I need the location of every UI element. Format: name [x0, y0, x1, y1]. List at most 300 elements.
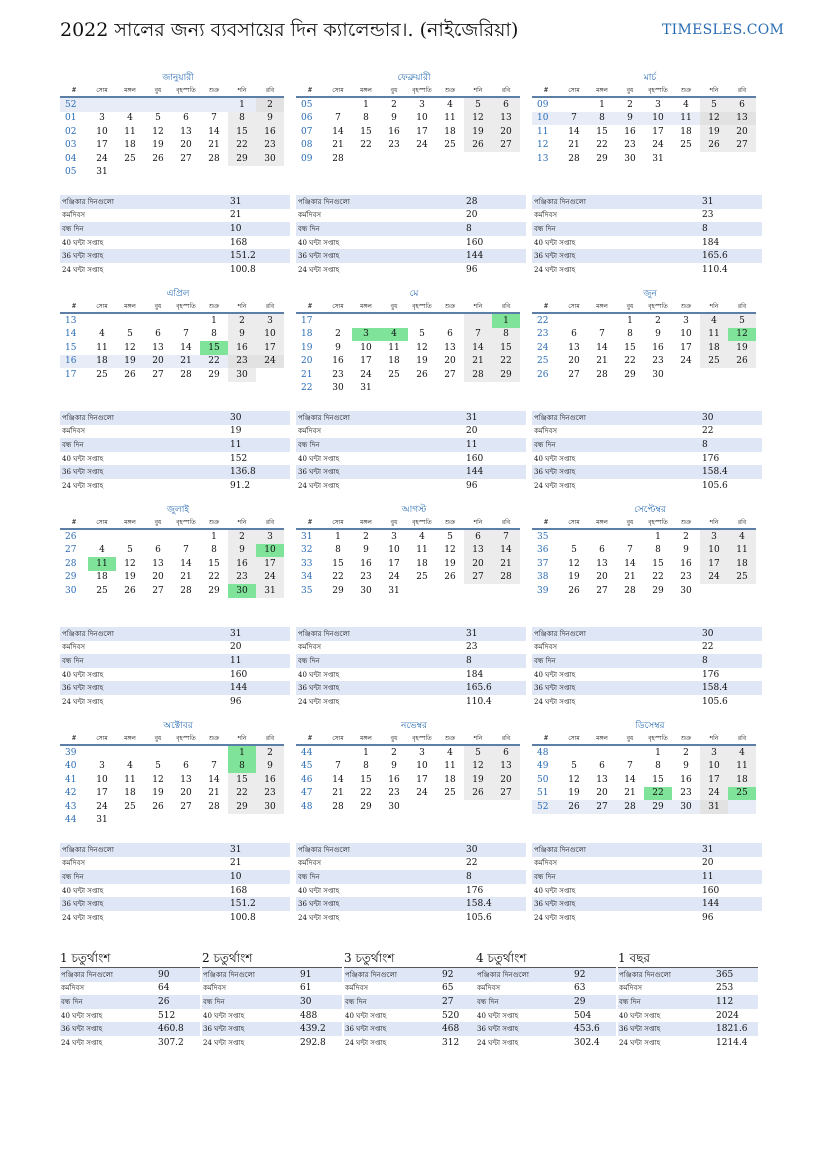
day-cell[interactable]: 28 — [492, 571, 520, 585]
day-cell[interactable]: 9 — [256, 112, 284, 126]
day-cell[interactable]: 12 — [416, 342, 428, 353]
day-cell[interactable]: 10 — [700, 760, 728, 774]
day-cell[interactable]: 14 — [492, 544, 520, 558]
day-cell[interactable]: 18 — [444, 126, 456, 137]
day-cell[interactable]: 1 — [627, 315, 633, 326]
day-cell[interactable]: 24 — [680, 356, 692, 367]
day-cell[interactable]: 26 — [124, 585, 136, 596]
day-cell[interactable]: 10 — [680, 329, 692, 340]
day-cell[interactable]: 31 — [96, 815, 108, 826]
day-cell[interactable]: 15 — [332, 558, 344, 569]
day-cell[interactable] — [728, 368, 756, 382]
day-cell[interactable]: 9 — [391, 113, 397, 124]
day-cell[interactable] — [116, 529, 144, 544]
day-cell[interactable]: 24 — [416, 788, 428, 799]
day-cell[interactable]: 26 — [444, 572, 456, 583]
day-cell[interactable]: 28 — [568, 153, 580, 164]
day-cell[interactable]: 22 — [624, 356, 636, 367]
day-cell[interactable]: 28 — [596, 369, 608, 380]
day-cell[interactable]: 28 — [208, 153, 220, 164]
day-cell[interactable]: 2 — [655, 315, 661, 326]
day-cell[interactable]: 21 — [464, 355, 492, 369]
day-cell[interactable]: 22 — [644, 787, 672, 801]
day-cell[interactable] — [672, 152, 700, 166]
day-cell[interactable] — [464, 584, 492, 598]
day-cell[interactable]: 19 — [700, 125, 728, 139]
day-cell[interactable]: 5 — [571, 761, 577, 772]
day-cell[interactable]: 6 — [447, 329, 453, 340]
day-cell[interactable]: 3 — [256, 529, 284, 544]
day-cell[interactable] — [144, 97, 172, 112]
day-cell[interactable]: 25 — [444, 140, 456, 151]
day-cell[interactable]: 11 — [124, 126, 136, 137]
day-cell[interactable] — [380, 313, 408, 328]
day-cell[interactable]: 17 — [680, 342, 692, 353]
day-cell[interactable] — [616, 745, 644, 760]
day-cell[interactable]: 6 — [183, 761, 189, 772]
day-cell[interactable]: 21 — [208, 140, 220, 151]
day-cell[interactable]: 26 — [152, 801, 164, 812]
day-cell[interactable]: 30 — [332, 383, 344, 394]
day-cell[interactable]: 27 — [180, 801, 192, 812]
day-cell[interactable]: 5 — [571, 545, 577, 556]
day-cell[interactable]: 2 — [391, 99, 397, 110]
day-cell[interactable] — [172, 814, 200, 828]
day-cell[interactable]: 12 — [124, 558, 136, 569]
day-cell[interactable]: 25 — [124, 801, 136, 812]
day-cell[interactable] — [116, 814, 144, 828]
day-cell[interactable]: 19 — [464, 773, 492, 787]
day-cell[interactable] — [172, 313, 200, 328]
day-cell[interactable]: 2 — [256, 745, 284, 760]
day-cell[interactable]: 29 — [208, 585, 220, 596]
day-cell[interactable]: 12 — [152, 774, 164, 785]
day-cell[interactable]: 2 — [683, 747, 689, 758]
day-cell[interactable]: 22 — [492, 355, 520, 369]
day-cell[interactable]: 18 — [388, 356, 400, 367]
day-cell[interactable]: 29 — [644, 800, 672, 814]
day-cell[interactable]: 5 — [127, 545, 133, 556]
day-cell[interactable]: 17 — [96, 788, 108, 799]
day-cell[interactable] — [352, 313, 380, 328]
day-cell[interactable]: 9 — [655, 329, 661, 340]
day-cell[interactable]: 31 — [360, 383, 372, 394]
day-cell[interactable]: 30 — [228, 368, 256, 382]
day-cell[interactable] — [672, 368, 700, 382]
day-cell[interactable] — [116, 313, 144, 328]
day-cell[interactable]: 19 — [152, 140, 164, 151]
day-cell[interactable]: 29 — [228, 800, 256, 814]
day-cell[interactable]: 18 — [416, 558, 428, 569]
day-cell[interactable]: 9 — [335, 342, 341, 353]
day-cell[interactable]: 2 — [228, 313, 256, 328]
day-cell[interactable]: 15 — [596, 126, 608, 137]
day-cell[interactable] — [560, 313, 588, 328]
day-cell[interactable]: 14 — [596, 342, 608, 353]
day-cell[interactable]: 28 — [208, 801, 220, 812]
day-cell[interactable]: 1 — [228, 745, 256, 760]
day-cell[interactable] — [116, 97, 144, 112]
day-cell[interactable]: 19 — [124, 572, 136, 583]
day-cell[interactable]: 22 — [360, 140, 372, 151]
day-cell[interactable]: 23 — [624, 140, 636, 151]
day-cell[interactable] — [88, 745, 116, 760]
day-cell[interactable]: 10 — [700, 544, 728, 558]
day-cell[interactable]: 5 — [447, 531, 453, 542]
day-cell[interactable]: 9 — [256, 760, 284, 774]
day-cell[interactable]: 11 — [700, 328, 728, 342]
day-cell[interactable]: 22 — [596, 140, 608, 151]
day-cell[interactable] — [728, 800, 756, 814]
day-cell[interactable]: 3 — [683, 315, 689, 326]
day-cell[interactable]: 24 — [700, 787, 728, 801]
day-cell[interactable]: 27 — [492, 787, 520, 801]
day-cell[interactable]: 23 — [388, 788, 400, 799]
day-cell[interactable]: 17 — [416, 126, 428, 137]
day-cell[interactable]: 5 — [155, 761, 161, 772]
day-cell[interactable]: 19 — [152, 788, 164, 799]
day-cell[interactable]: 23 — [228, 355, 256, 369]
day-cell[interactable]: 2 — [627, 99, 633, 110]
day-cell[interactable]: 9 — [683, 545, 689, 556]
day-cell[interactable]: 16 — [388, 126, 400, 137]
day-cell[interactable]: 7 — [464, 328, 492, 342]
day-cell[interactable]: 16 — [256, 125, 284, 139]
day-cell[interactable]: 4 — [99, 545, 105, 556]
day-cell[interactable]: 29 — [492, 368, 520, 382]
day-cell[interactable]: 13 — [568, 342, 580, 353]
day-cell[interactable]: 12 — [464, 760, 492, 774]
day-cell[interactable]: 25 — [728, 787, 756, 801]
day-cell[interactable]: 20 — [492, 125, 520, 139]
day-cell[interactable]: 14 — [180, 342, 192, 353]
day-cell[interactable]: 10 — [360, 342, 372, 353]
day-cell[interactable]: 3 — [256, 313, 284, 328]
day-cell[interactable]: 24 — [388, 572, 400, 583]
day-cell[interactable]: 5 — [700, 97, 728, 112]
day-cell[interactable]: 26 — [568, 585, 580, 596]
day-cell[interactable]: 27 — [492, 139, 520, 153]
day-cell[interactable]: 11 — [444, 113, 456, 124]
day-cell[interactable]: 30 — [256, 152, 284, 166]
day-cell[interactable]: 27 — [152, 369, 164, 380]
day-cell[interactable]: 16 — [388, 774, 400, 785]
day-cell[interactable]: 10 — [96, 774, 108, 785]
day-cell[interactable]: 27 — [728, 139, 756, 153]
day-cell[interactable]: 12 — [124, 342, 136, 353]
day-cell[interactable]: 7 — [335, 761, 341, 772]
day-cell[interactable]: 15 — [624, 342, 636, 353]
day-cell[interactable] — [256, 814, 284, 828]
day-cell[interactable]: 21 — [624, 572, 636, 583]
day-cell[interactable] — [172, 166, 200, 180]
day-cell[interactable]: 10 — [256, 328, 284, 342]
day-cell[interactable]: 14 — [332, 126, 344, 137]
day-cell[interactable]: 24 — [700, 571, 728, 585]
day-cell[interactable]: 23 — [388, 140, 400, 151]
day-cell[interactable]: 13 — [492, 112, 520, 126]
day-cell[interactable]: 8 — [655, 761, 661, 772]
day-cell[interactable] — [492, 584, 520, 598]
day-cell[interactable]: 11 — [88, 557, 116, 571]
day-cell[interactable]: 30 — [360, 585, 372, 596]
day-cell[interactable]: 10 — [644, 112, 672, 126]
day-cell[interactable]: 1 — [228, 97, 256, 112]
day-cell[interactable]: 8 — [211, 329, 217, 340]
day-cell[interactable]: 1 — [492, 313, 520, 328]
day-cell[interactable]: 15 — [360, 774, 372, 785]
day-cell[interactable]: 8 — [655, 545, 661, 556]
day-cell[interactable]: 17 — [388, 558, 400, 569]
day-cell[interactable]: 2 — [363, 531, 369, 542]
day-cell[interactable] — [464, 382, 492, 396]
day-cell[interactable]: 26 — [700, 139, 728, 153]
day-cell[interactable]: 20 — [180, 140, 192, 151]
day-cell[interactable]: 16 — [360, 558, 372, 569]
day-cell[interactable]: 9 — [228, 328, 256, 342]
day-cell[interactable]: 17 — [416, 774, 428, 785]
day-cell[interactable]: 24 — [652, 140, 664, 151]
day-cell[interactable]: 11 — [96, 342, 108, 353]
day-cell[interactable]: 9 — [616, 112, 644, 126]
day-cell[interactable]: 31 — [700, 800, 728, 814]
day-cell[interactable]: 18 — [700, 341, 728, 355]
day-cell[interactable]: 3 — [99, 113, 105, 124]
day-cell[interactable]: 11 — [416, 545, 428, 556]
day-cell[interactable] — [228, 814, 256, 828]
day-cell[interactable]: 1 — [655, 747, 661, 758]
day-cell[interactable]: 14 — [208, 774, 220, 785]
day-cell[interactable]: 28 — [332, 801, 344, 812]
day-cell[interactable]: 18 — [444, 774, 456, 785]
day-cell[interactable]: 13 — [728, 112, 756, 126]
day-cell[interactable]: 21 — [180, 572, 192, 583]
day-cell[interactable]: 15 — [492, 341, 520, 355]
day-cell[interactable]: 27 — [152, 585, 164, 596]
day-cell[interactable]: 28 — [624, 585, 636, 596]
day-cell[interactable]: 9 — [391, 761, 397, 772]
day-cell[interactable]: 6 — [464, 529, 492, 544]
day-cell[interactable]: 17 — [700, 773, 728, 787]
day-cell[interactable]: 26 — [464, 787, 492, 801]
day-cell[interactable] — [492, 800, 520, 814]
day-cell[interactable]: 12 — [152, 126, 164, 137]
day-cell[interactable]: 14 — [464, 341, 492, 355]
day-cell[interactable]: 27 — [464, 571, 492, 585]
day-cell[interactable]: 7 — [211, 761, 217, 772]
day-cell[interactable]: 17 — [256, 557, 284, 571]
day-cell[interactable]: 29 — [624, 369, 636, 380]
day-cell[interactable] — [560, 745, 588, 760]
day-cell[interactable]: 9 — [228, 544, 256, 558]
day-cell[interactable]: 1 — [211, 531, 217, 542]
day-cell[interactable] — [436, 313, 464, 328]
day-cell[interactable]: 20 — [596, 572, 608, 583]
day-cell[interactable]: 4 — [447, 747, 453, 758]
day-cell[interactable]: 8 — [492, 328, 520, 342]
day-cell[interactable]: 30 — [680, 585, 692, 596]
day-cell[interactable]: 29 — [208, 369, 220, 380]
day-cell[interactable] — [256, 166, 284, 180]
day-cell[interactable]: 3 — [391, 531, 397, 542]
day-cell[interactable]: 10 — [388, 545, 400, 556]
day-cell[interactable]: 30 — [624, 153, 636, 164]
day-cell[interactable]: 22 — [332, 572, 344, 583]
day-cell[interactable]: 21 — [624, 788, 636, 799]
day-cell[interactable]: 3 — [700, 529, 728, 544]
day-cell[interactable]: 11 — [728, 544, 756, 558]
day-cell[interactable] — [200, 814, 228, 828]
day-cell[interactable] — [492, 152, 520, 166]
day-cell[interactable]: 15 — [652, 558, 664, 569]
day-cell[interactable] — [700, 152, 728, 166]
day-cell[interactable]: 23 — [680, 572, 692, 583]
day-cell[interactable]: 8 — [363, 761, 369, 772]
day-cell[interactable]: 7 — [627, 761, 633, 772]
day-cell[interactable] — [324, 97, 352, 112]
day-cell[interactable]: 25 — [700, 355, 728, 369]
day-cell[interactable]: 2 — [256, 97, 284, 112]
day-cell[interactable]: 28 — [332, 153, 344, 164]
day-cell[interactable] — [380, 152, 408, 166]
day-cell[interactable]: 29 — [332, 585, 344, 596]
day-cell[interactable] — [172, 97, 200, 112]
day-cell[interactable]: 22 — [228, 787, 256, 801]
day-cell[interactable]: 24 — [96, 153, 108, 164]
day-cell[interactable]: 8 — [588, 112, 616, 126]
day-cell[interactable]: 26 — [152, 153, 164, 164]
day-cell[interactable]: 5 — [464, 97, 492, 112]
day-cell[interactable]: 3 — [655, 99, 661, 110]
day-cell[interactable]: 20 — [596, 788, 608, 799]
day-cell[interactable]: 25 — [96, 585, 108, 596]
day-cell[interactable]: 1 — [363, 747, 369, 758]
day-cell[interactable]: 18 — [88, 355, 116, 369]
day-cell[interactable]: 5 — [728, 313, 756, 328]
day-cell[interactable] — [324, 745, 352, 760]
day-cell[interactable]: 28 — [464, 368, 492, 382]
day-cell[interactable]: 10 — [416, 113, 428, 124]
day-cell[interactable]: 6 — [492, 745, 520, 760]
day-cell[interactable] — [144, 745, 172, 760]
day-cell[interactable]: 23 — [680, 788, 692, 799]
day-cell[interactable]: 10 — [96, 126, 108, 137]
day-cell[interactable]: 26 — [728, 355, 756, 369]
day-cell[interactable]: 27 — [588, 800, 616, 814]
day-cell[interactable]: 13 — [152, 342, 164, 353]
day-cell[interactable]: 10 — [416, 761, 428, 772]
day-cell[interactable]: 24 — [416, 140, 428, 151]
day-cell[interactable]: 4 — [447, 99, 453, 110]
day-cell[interactable] — [172, 745, 200, 760]
day-cell[interactable]: 3 — [419, 747, 425, 758]
day-cell[interactable] — [200, 166, 228, 180]
day-cell[interactable]: 13 — [180, 126, 192, 137]
day-cell[interactable]: 21 — [172, 355, 200, 369]
day-cell[interactable]: 23 — [360, 572, 372, 583]
day-cell[interactable]: 15 — [228, 773, 256, 787]
day-cell[interactable]: 16 — [256, 773, 284, 787]
day-cell[interactable] — [408, 313, 436, 328]
day-cell[interactable]: 3 — [99, 761, 105, 772]
day-cell[interactable]: 11 — [444, 761, 456, 772]
day-cell[interactable] — [256, 368, 284, 382]
day-cell[interactable]: 13 — [444, 342, 456, 353]
day-cell[interactable]: 24 — [96, 801, 108, 812]
day-cell[interactable] — [464, 313, 492, 328]
day-cell[interactable]: 9 — [683, 761, 689, 772]
day-cell[interactable]: 8 — [627, 329, 633, 340]
day-cell[interactable]: 15 — [652, 774, 664, 785]
day-cell[interactable]: 13 — [596, 558, 608, 569]
day-cell[interactable] — [116, 745, 144, 760]
day-cell[interactable]: 19 — [568, 572, 580, 583]
day-cell[interactable]: 5 — [127, 329, 133, 340]
day-cell[interactable]: 19 — [116, 355, 144, 369]
day-cell[interactable]: 21 — [208, 788, 220, 799]
day-cell[interactable]: 8 — [363, 113, 369, 124]
day-cell[interactable]: 11 — [388, 342, 400, 353]
day-cell[interactable]: 7 — [492, 529, 520, 544]
day-cell[interactable]: 25 — [416, 572, 428, 583]
day-cell[interactable]: 29 — [360, 801, 372, 812]
day-cell[interactable]: 20 — [464, 557, 492, 571]
day-cell[interactable]: 4 — [728, 529, 756, 544]
day-cell[interactable] — [700, 368, 728, 382]
day-cell[interactable]: 20 — [492, 773, 520, 787]
day-cell[interactable]: 27 — [568, 369, 580, 380]
day-cell[interactable] — [228, 166, 256, 180]
day-cell[interactable]: 21 — [332, 788, 344, 799]
day-cell[interactable]: 6 — [155, 329, 161, 340]
day-cell[interactable] — [324, 313, 352, 328]
day-cell[interactable]: 8 — [228, 760, 256, 774]
day-cell[interactable] — [728, 584, 756, 598]
day-cell[interactable]: 14 — [208, 126, 220, 137]
day-cell[interactable]: 5 — [464, 745, 492, 760]
day-cell[interactable]: 19 — [464, 125, 492, 139]
day-cell[interactable] — [352, 152, 380, 166]
day-cell[interactable]: 18 — [728, 557, 756, 571]
day-cell[interactable]: 17 — [256, 341, 284, 355]
day-cell[interactable]: 26 — [560, 800, 588, 814]
day-cell[interactable]: 8 — [335, 545, 341, 556]
day-cell[interactable]: 19 — [444, 558, 456, 569]
day-cell[interactable]: 4 — [99, 329, 105, 340]
day-cell[interactable] — [144, 529, 172, 544]
day-cell[interactable]: 11 — [672, 112, 700, 126]
day-cell[interactable]: 26 — [416, 369, 428, 380]
day-cell[interactable]: 15 — [208, 558, 220, 569]
day-cell[interactable]: 2 — [683, 531, 689, 542]
day-cell[interactable] — [728, 152, 756, 166]
day-cell[interactable] — [408, 584, 436, 598]
day-cell[interactable]: 2 — [228, 529, 256, 544]
day-cell[interactable]: 26 — [124, 369, 136, 380]
day-cell[interactable]: 2 — [335, 329, 341, 340]
day-cell[interactable]: 30 — [388, 801, 400, 812]
day-cell[interactable]: 12 — [568, 558, 580, 569]
day-cell[interactable]: 13 — [492, 760, 520, 774]
day-cell[interactable] — [116, 166, 144, 180]
day-cell[interactable]: 1 — [211, 315, 217, 326]
day-cell[interactable] — [464, 152, 492, 166]
day-cell[interactable]: 16 — [680, 774, 692, 785]
day-cell[interactable]: 25 — [444, 788, 456, 799]
day-cell[interactable]: 21 — [332, 140, 344, 151]
day-cell[interactable]: 23 — [256, 787, 284, 801]
day-cell[interactable] — [144, 814, 172, 828]
